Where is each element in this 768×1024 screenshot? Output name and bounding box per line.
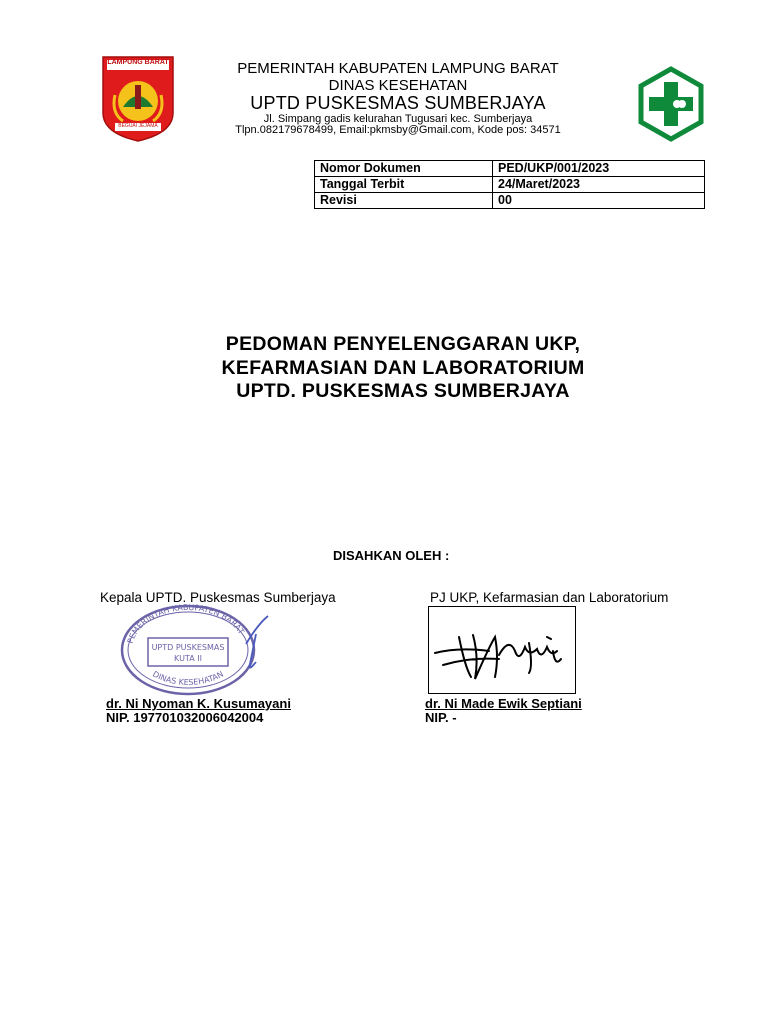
stamp-bottom-text: DINAS KESEHATAN [151,669,225,687]
left-signatory-name: dr. Ni Nyoman K. Kusumayani [106,696,291,711]
table-row [315,193,705,209]
table-row [315,161,705,177]
handwritten-signature-icon [429,607,575,693]
approval-heading: DISAHKAN OLEH : [333,548,450,563]
stamp-top-text: PEMERINTAH KABUPATEN BARAT [125,604,246,645]
document-title-line-3: UPTD. PUSKESMAS SUMBERJAYA [236,380,570,402]
revision-value: 00 [493,193,705,209]
crest-banner-text: LAMPUNG BARAT [107,59,169,66]
document-title-line-1: PEDOMAN PENYELENGGARAN UKP, [225,333,581,355]
document-info-table [314,160,705,209]
official-stamp-icon [118,604,258,696]
table-row [315,177,705,193]
doc-number-value: PED/UKP/001/2023 [493,161,705,177]
right-signatory-name: dr. Ni Made Ewik Septiani [425,696,582,711]
right-signatory-nip: NIP. - [425,710,457,725]
puskesmas-cross-logo-icon [637,66,705,142]
left-signatory-nip: NIP. 197701032006042004 [106,710,264,725]
stamp-line-2: KUTA II [174,654,202,663]
revision-label: Revisi [315,193,493,209]
doc-number-label: Nomor Dokumen [315,161,493,177]
crest-motto-text: BEGUAI JEJAMA [118,123,158,129]
issue-date-value: 24/Maret/2023 [493,177,705,193]
unit-name: UPTD PUSKESMAS SUMBERJAYA [250,93,546,113]
right-signatory-position: PJ UKP, Kefarmasian dan Laboratorium [430,590,669,605]
contact-text: Tlpn.082179678499, Email:pkmsby@Gmail.com, Kode pos: 34571 [235,124,561,136]
government-name: PEMERINTAH KABUPATEN LAMPUNG BARAT [237,60,559,77]
stamp-line-1: UPTD PUSKESMAS [151,643,225,652]
department-name: DINAS KESEHATAN [328,77,468,94]
issue-date-label: Tanggal Terbit [315,177,493,193]
document-title-line-2: KEFARMASIAN DAN LABORATORIUM [221,357,585,379]
signature-box [428,606,576,694]
address-text: Jl. Simpang gadis kelurahan Tugusari kec. Sumberjaya [263,113,533,125]
left-signatory-position: Kepala UPTD. Puskesmas Sumberjaya [100,590,336,605]
